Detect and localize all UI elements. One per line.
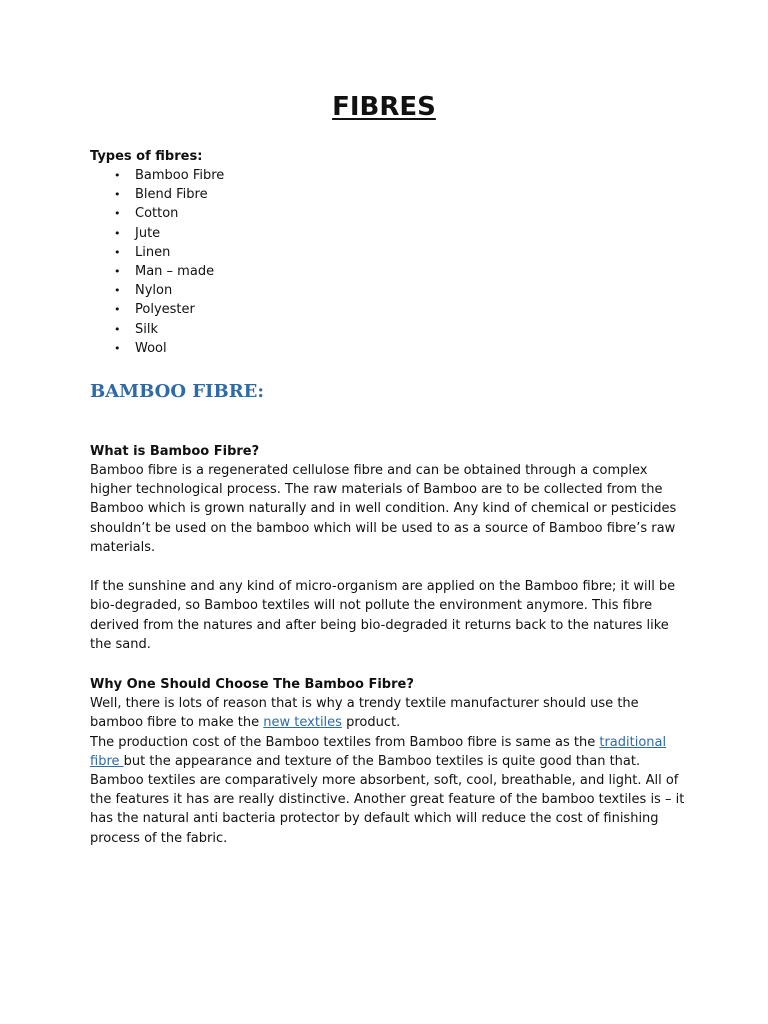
fibre-types-list bbox=[90, 166, 690, 358]
list-item-label: Blend Fibre bbox=[135, 187, 208, 203]
bullet-icon: • bbox=[114, 169, 121, 182]
traditional-fibre-link[interactable]: traditional fibre bbox=[90, 734, 667, 769]
bullet-icon: • bbox=[114, 188, 121, 202]
types-heading: Types of fibres: bbox=[90, 149, 203, 164]
list-item bbox=[90, 204, 690, 223]
page-title: FIBRES bbox=[332, 92, 436, 122]
paragraph-definition: Bamboo fibre is a regenerated cellulose fibre and can be obtained through a complex higher technological process. The raw materials of Bamboo are to be collected from the Bamboo which is grown naturally and in well condition. Any kind of chemical or pesticides shouldn’t be used on the bamboo which will be used to as a source of Bamboo fibre’s raw materials. bbox=[90, 463, 677, 555]
list-item bbox=[90, 224, 690, 243]
list-item bbox=[90, 185, 690, 204]
list-item-label: Silk bbox=[135, 321, 159, 337]
paragraph-biodegradable: If the sunshine and any kind of micro-organism are applied on the Bamboo fibre; it will be bio-degraded, so Bamboo textiles will not pollute the environment anymore. This fibre derived from the natures and after being bio-degraded it returns back to the natures like the sand. bbox=[90, 579, 676, 652]
list-item bbox=[90, 243, 690, 262]
bullet-icon: • bbox=[114, 284, 121, 298]
bullet-icon: • bbox=[114, 341, 121, 355]
list-item-label: Jute bbox=[135, 225, 161, 241]
document-body bbox=[90, 147, 690, 848]
list-item bbox=[90, 339, 690, 358]
list-item-label: Nylon bbox=[135, 283, 173, 299]
section-heading-bamboo-fibre: BAMBOO FIBRE: bbox=[90, 380, 265, 402]
list-item bbox=[90, 166, 690, 185]
question-heading-what-is: What is Bamboo Fibre? bbox=[90, 443, 260, 459]
list-item bbox=[90, 320, 690, 339]
question-heading-why-choose: Why One Should Choose The Bamboo Fibre? bbox=[90, 676, 414, 692]
bullet-icon: • bbox=[114, 303, 121, 317]
paragraph-text: The production cost of the Bamboo textiles from Bamboo fibre is same as the bbox=[90, 734, 600, 750]
list-item-label: Polyester bbox=[135, 302, 195, 318]
list-item-label: Cotton bbox=[135, 206, 179, 222]
list-item-label: Wool bbox=[135, 340, 167, 356]
list-item bbox=[90, 281, 690, 300]
bullet-icon: • bbox=[114, 226, 121, 240]
bullet-icon: • bbox=[114, 322, 121, 336]
paragraph-reasons bbox=[90, 694, 690, 732]
bullet-icon: • bbox=[114, 264, 121, 278]
list-item-label: Linen bbox=[135, 244, 171, 260]
list-item bbox=[90, 262, 690, 281]
list-item-label: Bamboo Fibre bbox=[135, 168, 225, 183]
paragraph-text: but the appearance and texture of the Bamboo textiles is quite good than that. Bamboo textiles are comparatively more absorbent, soft, cool, breathable, and light. All of the features it has are really distinctive. Another great feature of the bamboo textiles is – it has the natural anti bacteria protector by default which will reduce the cost of finishing process of the fabric. bbox=[90, 753, 685, 846]
paragraph-production-cost bbox=[90, 733, 690, 848]
paragraph-text: Well, there is lots of reason that is why a trendy textile manufacturer should use the bamboo fibre to make the bbox=[90, 696, 639, 731]
list-item bbox=[90, 300, 690, 319]
bullet-icon: • bbox=[114, 245, 121, 259]
new-textiles-link[interactable]: new textiles bbox=[263, 715, 342, 731]
paragraph-text: product. bbox=[341, 715, 401, 731]
list-item-label: Man – made bbox=[135, 263, 215, 279]
bullet-icon: • bbox=[114, 207, 121, 221]
